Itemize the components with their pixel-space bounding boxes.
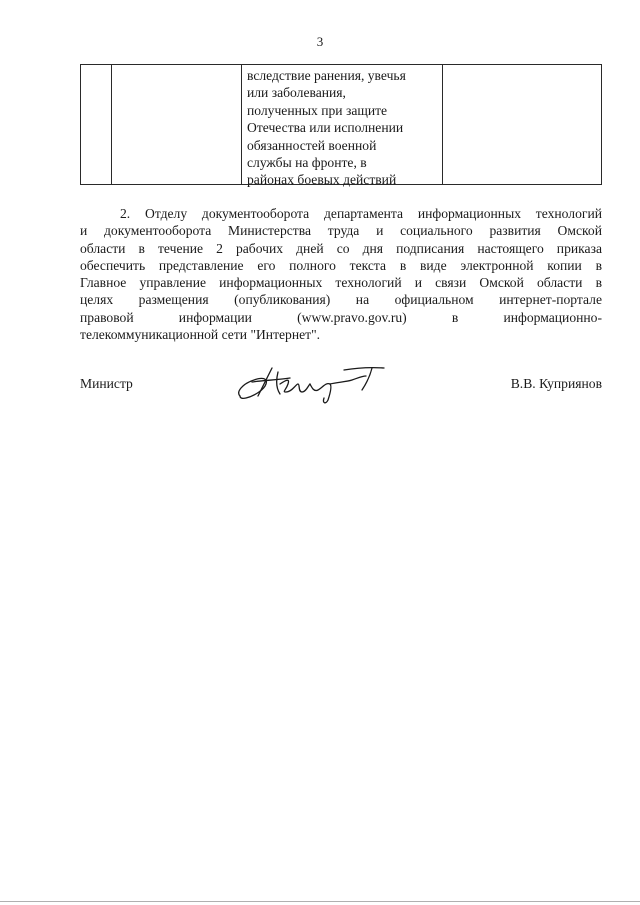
table-cell-line: обязанностей военной [247, 137, 377, 153]
signature-block [80, 376, 602, 406]
signer-title: Министр [80, 376, 133, 391]
table-cell-line: районах боевых действий [247, 172, 397, 188]
paragraph-line: целях размещения (опубликования) на официальном интернет-портале [80, 292, 602, 308]
table-cell-line: полученных при защите [247, 102, 388, 118]
table-cell-line: Отечества или исполнении [247, 120, 404, 136]
table-column-divider [442, 65, 443, 184]
signer-name: В.В. Куприянов [510, 376, 602, 391]
paragraph-line: области в течение 2 рабочих дней со дня подписания настоящего приказа [80, 240, 602, 256]
table-cell-line: или заболевания, [247, 85, 346, 101]
paragraph-line: обеспечить представление его полного текста в виде электронной копии в [80, 257, 602, 273]
table-column-divider [241, 65, 242, 184]
table-column-divider [111, 65, 112, 184]
handwritten-signature [232, 362, 392, 406]
paragraph-line: и документооборота Министерства труда и социального развития Омской [80, 223, 602, 239]
paragraph-line: Главное управление информационных технологий и связи Омской области в [80, 275, 602, 291]
paragraph-line: телекоммуникационной сети "Интернет". [80, 327, 321, 343]
table-cell-line: вследствие ранения, увечья [247, 68, 406, 83]
paragraph-line: правовой информации (www.pravo.gov.ru) в информационно- [80, 309, 602, 325]
scan-bottom-edge [0, 901, 640, 902]
page-number: 3 [316, 34, 324, 49]
table-cell-line: службы на фронте, в [247, 155, 367, 171]
paragraph-line: 2. Отделу документооборота департамента информационных технологий [120, 206, 602, 221]
table-fragment [80, 64, 602, 188]
table-cell-text [247, 67, 439, 189]
order-paragraph-2 [80, 205, 602, 343]
